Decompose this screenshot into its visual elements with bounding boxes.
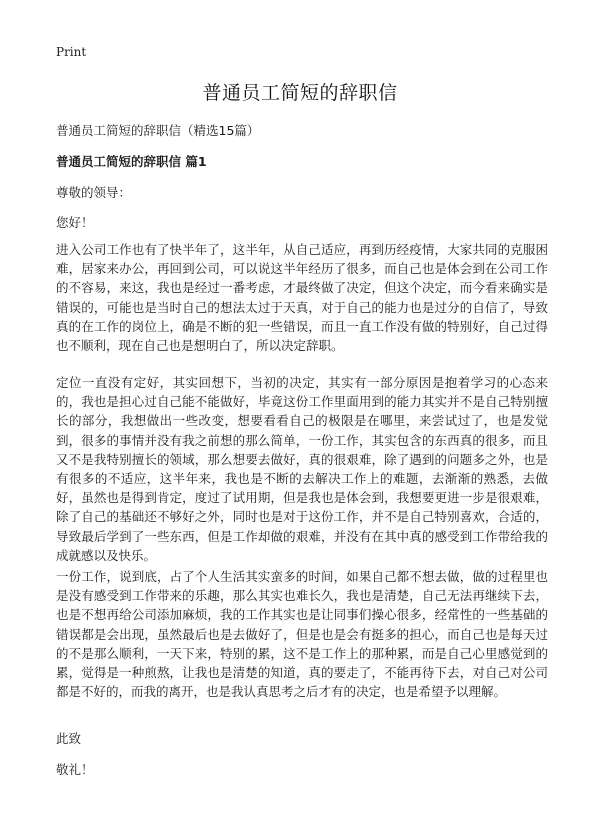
print-link[interactable]: Print (56, 45, 87, 59)
greeting: 您好！ (56, 215, 94, 230)
document-subtitle: 普通员工简短的辞职信（精选15篇） (56, 123, 260, 138)
paragraph-3: 一份工作，说到底，占了个人生活其实蛮多的时间，如果自己都不想去做，做的过程里也是没有感受到工作带来的乐趣，那么其实也难长久，我也是清楚，自己无法再继续下去，也是不想再给公司添加麻烦，我的工作其实也是让同事们操心很多，经常性的一些基础的错误都是会出现，虽然最后也是去做好了，但是也是会有挺多的担心，而自己也是每天过的不是那么顺利，一天下来，特别的累，这不是工作上的那种累，而是自己心里感觉到的累，觉得是一种煎熬，让我也是清楚的知道，真的要走了，不能再待下去，对自己对公司都是不好的，而我的离开，也是我认真思考之后才有的决定，也是希望予以理解。 (56, 569, 548, 700)
paragraph-2: 定位一直没有定好，其实回想下，当初的决定，其实有一部分原因是抱着学习的心态来的，我也是担心过自己能不能做好，毕竟这份工作里面用到的能力其实并不是自己特别擅长的部分，我想做出一些改变，想要看看自己的极限是在哪里，来尝试过了，也是发觉到，很多的事情并没有我之前想的那么简单，一份工作，其实包含的东西真的很多，而且又不是我特别擅长的领域，那么想要去做好，真的很艰难，除了遇到的问题多之外，也是有很多的不适应，这半年来，我也是不断的去解决工作上的难题，去渐渐的熟悉，去做好，虽然也是得到肯定，度过了试用期，但是我也是体会到，我想要更进一步是很艰难，除了自己的基础还不够好之外，同时也是对于这份工作，并不是自己特别喜欢，合适的，导致最后学到了一些东西，但是工作却做的艰难，并没有在其中真的感受到工作带给我的成就感以及快乐。 (56, 375, 548, 563)
closing-line-1: 此致 (56, 731, 82, 746)
document-title: 普通员工简短的辞职信 (202, 82, 398, 104)
section-heading: 普通员工简短的辞职信 篇1 (56, 154, 207, 169)
salutation: 尊敬的领导： (56, 185, 132, 200)
closing-line-2: 敬礼！ (56, 762, 94, 777)
paragraph-1: 进入公司工作也有了快半年了，这半年，从自己适应，再到历经疫情，大家共同的克服困难，居家来办公，再回到公司，可以说这半年经历了很多，而自己也是体会到在公司工作的不容易，来这，我也是经过一番考虑，才最终做了决定，但这个决定，而今看来确实是错误的，可能也是当时自己的想法太过于天真，对于自己的能力也是过分的自信了，导致真的在工作的岗位上，确是不断的犯一些错误，而且一直工作没有做的特别好，自己过得也不顺利，现在自己也是想明白了，所以决定辞职。 (56, 242, 548, 354)
